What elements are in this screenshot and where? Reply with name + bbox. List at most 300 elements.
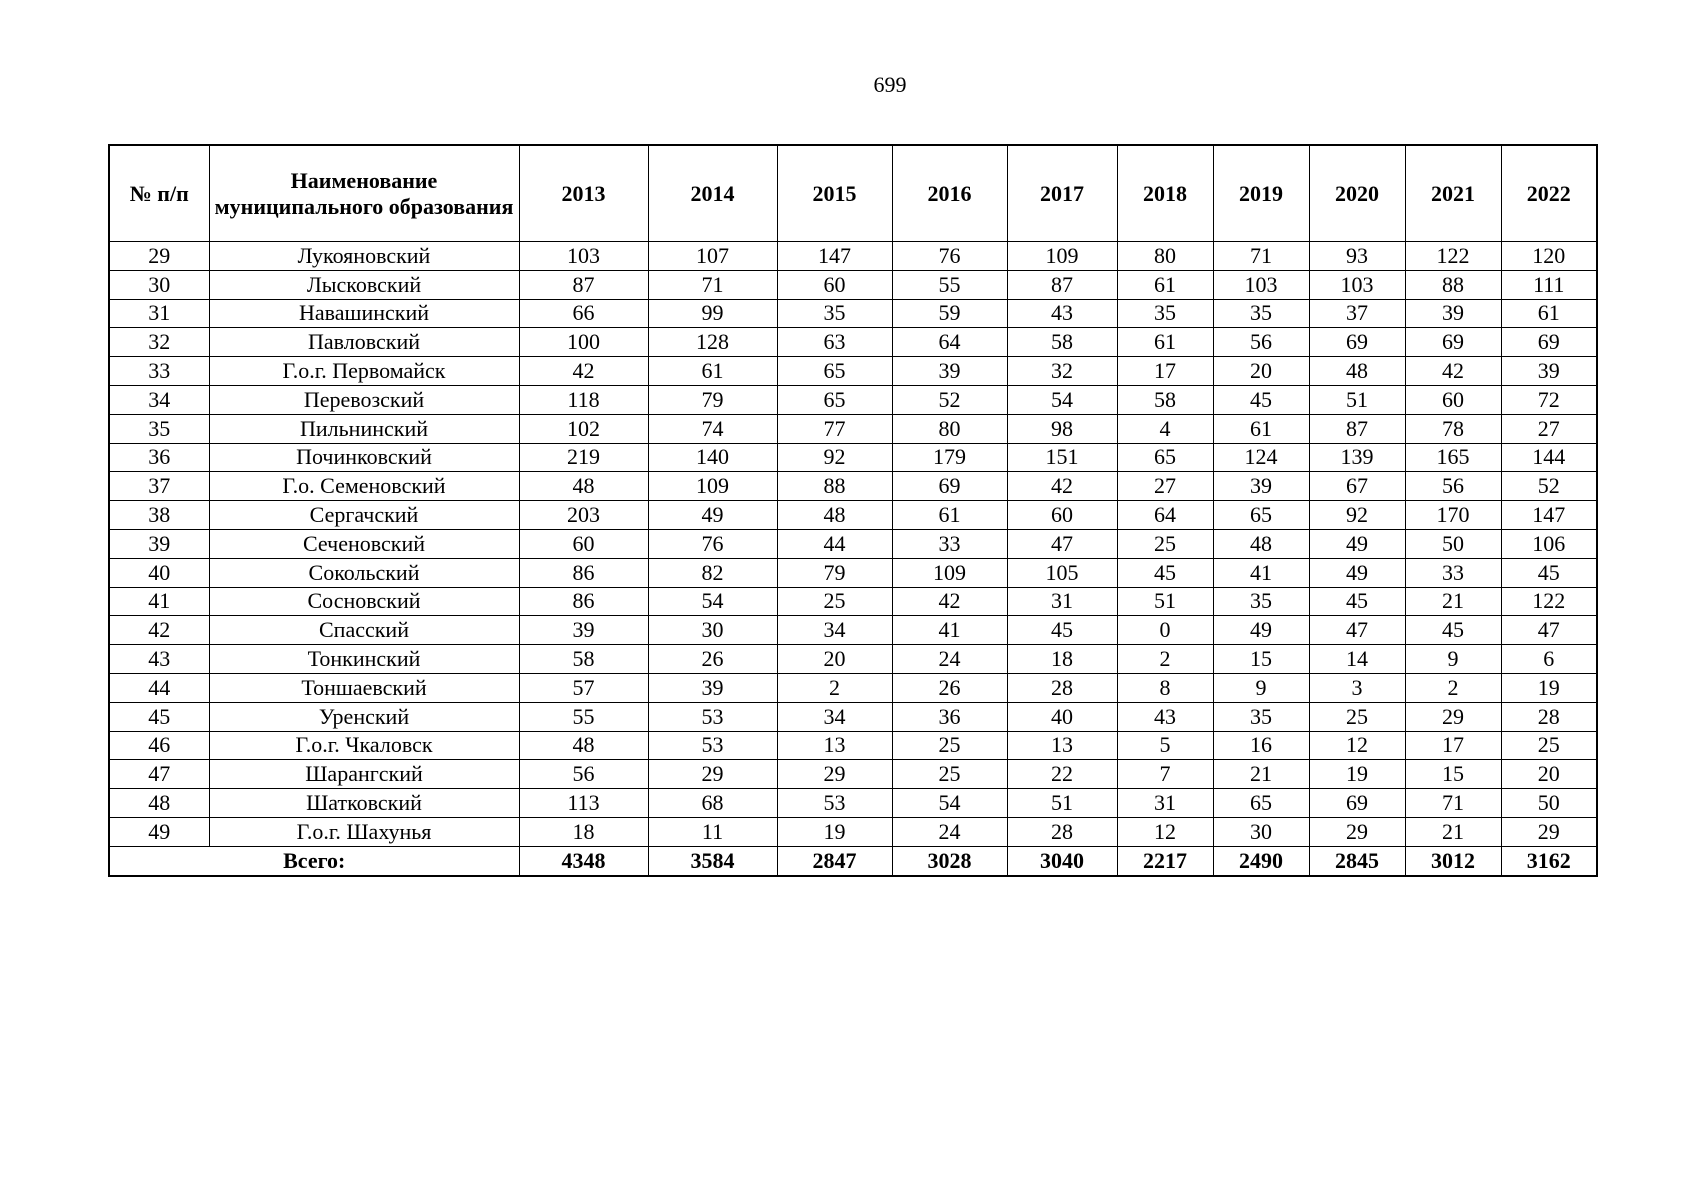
year-value: 19 <box>777 817 892 846</box>
year-value: 16 <box>1213 731 1309 760</box>
row-index: 38 <box>109 501 209 530</box>
page-number: 699 <box>873 72 907 97</box>
total-value: 2490 <box>1213 846 1309 875</box>
year-value: 48 <box>1309 357 1405 386</box>
year-value: 144 <box>1501 443 1597 472</box>
year-value: 61 <box>1213 414 1309 443</box>
year-value: 124 <box>1213 443 1309 472</box>
year-value: 79 <box>648 385 777 414</box>
year-value: 61 <box>1117 270 1213 299</box>
year-value: 99 <box>648 299 777 328</box>
table-row <box>109 385 1597 414</box>
year-value: 30 <box>1213 817 1309 846</box>
year-value: 2 <box>1117 645 1213 674</box>
municipality-name: Лукояновский <box>209 242 519 271</box>
year-value: 42 <box>1007 472 1117 501</box>
row-index: 42 <box>109 616 209 645</box>
year-value: 15 <box>1405 760 1501 789</box>
year-value: 54 <box>892 789 1007 818</box>
municipality-name: Г.о. Семеновский <box>209 472 519 501</box>
header-year: 2016 <box>892 145 1007 242</box>
year-value: 93 <box>1309 242 1405 271</box>
year-value: 12 <box>1117 817 1213 846</box>
year-value: 45 <box>1117 558 1213 587</box>
year-value: 111 <box>1501 270 1597 299</box>
municipality-name: Тоншаевский <box>209 673 519 702</box>
year-value: 87 <box>1309 414 1405 443</box>
row-index: 37 <box>109 472 209 501</box>
header-row <box>109 145 1597 242</box>
year-value: 147 <box>1501 501 1597 530</box>
year-value: 66 <box>519 299 648 328</box>
year-value: 65 <box>777 357 892 386</box>
year-value: 25 <box>1501 731 1597 760</box>
year-value: 33 <box>1405 558 1501 587</box>
year-value: 32 <box>1007 357 1117 386</box>
year-value: 71 <box>1213 242 1309 271</box>
total-value: 3012 <box>1405 846 1501 875</box>
table-row <box>109 242 1597 271</box>
row-index: 40 <box>109 558 209 587</box>
year-value: 65 <box>1213 789 1309 818</box>
year-value: 20 <box>777 645 892 674</box>
year-value: 28 <box>1501 702 1597 731</box>
year-value: 69 <box>1405 328 1501 357</box>
municipality-name: Уренский <box>209 702 519 731</box>
year-value: 61 <box>1117 328 1213 357</box>
year-value: 13 <box>1007 731 1117 760</box>
year-value: 7 <box>1117 760 1213 789</box>
year-value: 18 <box>519 817 648 846</box>
year-value: 25 <box>892 760 1007 789</box>
year-value: 65 <box>1213 501 1309 530</box>
year-value: 9 <box>1405 645 1501 674</box>
year-value: 6 <box>1501 645 1597 674</box>
year-value: 57 <box>519 673 648 702</box>
year-value: 11 <box>648 817 777 846</box>
header-year: 2022 <box>1501 145 1597 242</box>
year-value: 56 <box>519 760 648 789</box>
year-value: 5 <box>1117 731 1213 760</box>
municipality-name: Лысковский <box>209 270 519 299</box>
year-value: 76 <box>892 242 1007 271</box>
year-value: 18 <box>1007 645 1117 674</box>
row-index: 49 <box>109 817 209 846</box>
table-row <box>109 443 1597 472</box>
year-value: 106 <box>1501 529 1597 558</box>
year-value: 35 <box>1213 299 1309 328</box>
year-value: 19 <box>1501 673 1597 702</box>
table-row <box>109 789 1597 818</box>
year-value: 76 <box>648 529 777 558</box>
year-value: 43 <box>1007 299 1117 328</box>
year-value: 86 <box>519 558 648 587</box>
year-value: 56 <box>1213 328 1309 357</box>
municipality-name: Г.о.г. Чкаловск <box>209 731 519 760</box>
row-index: 39 <box>109 529 209 558</box>
year-value: 35 <box>777 299 892 328</box>
year-value: 26 <box>892 673 1007 702</box>
year-value: 19 <box>1309 760 1405 789</box>
table-row <box>109 702 1597 731</box>
year-value: 122 <box>1405 242 1501 271</box>
year-value: 45 <box>1405 616 1501 645</box>
table-header <box>109 145 1597 242</box>
year-value: 34 <box>777 702 892 731</box>
year-value: 60 <box>519 529 648 558</box>
table-row <box>109 558 1597 587</box>
row-index: 32 <box>109 328 209 357</box>
year-value: 39 <box>1405 299 1501 328</box>
year-value: 71 <box>648 270 777 299</box>
year-value: 49 <box>1213 616 1309 645</box>
year-value: 12 <box>1309 731 1405 760</box>
total-value: 2847 <box>777 846 892 875</box>
year-value: 118 <box>519 385 648 414</box>
year-value: 60 <box>1405 385 1501 414</box>
header-year: 2013 <box>519 145 648 242</box>
year-value: 120 <box>1501 242 1597 271</box>
year-value: 37 <box>1309 299 1405 328</box>
year-value: 72 <box>1501 385 1597 414</box>
year-value: 55 <box>892 270 1007 299</box>
year-value: 88 <box>1405 270 1501 299</box>
year-value: 21 <box>1213 760 1309 789</box>
year-value: 79 <box>777 558 892 587</box>
municipality-name: Сеченовский <box>209 529 519 558</box>
year-value: 49 <box>1309 558 1405 587</box>
year-value: 29 <box>648 760 777 789</box>
municipality-name: Шатковский <box>209 789 519 818</box>
year-value: 21 <box>1405 817 1501 846</box>
total-value: 3040 <box>1007 846 1117 875</box>
year-value: 67 <box>1309 472 1405 501</box>
year-value: 100 <box>519 328 648 357</box>
row-index: 43 <box>109 645 209 674</box>
table-row <box>109 529 1597 558</box>
year-value: 109 <box>892 558 1007 587</box>
total-value: 3028 <box>892 846 1007 875</box>
year-value: 147 <box>777 242 892 271</box>
year-value: 59 <box>892 299 1007 328</box>
table-row <box>109 270 1597 299</box>
year-value: 44 <box>777 529 892 558</box>
row-index: 47 <box>109 760 209 789</box>
row-index: 29 <box>109 242 209 271</box>
year-value: 68 <box>648 789 777 818</box>
year-value: 42 <box>892 587 1007 616</box>
year-value: 103 <box>1309 270 1405 299</box>
table-row <box>109 587 1597 616</box>
table-row <box>109 616 1597 645</box>
year-value: 25 <box>1117 529 1213 558</box>
row-index: 33 <box>109 357 209 386</box>
year-value: 47 <box>1309 616 1405 645</box>
municipality-name: Починковский <box>209 443 519 472</box>
year-value: 103 <box>1213 270 1309 299</box>
year-value: 51 <box>1309 385 1405 414</box>
data-table <box>108 144 1598 877</box>
year-value: 80 <box>892 414 1007 443</box>
year-value: 40 <box>1007 702 1117 731</box>
year-value: 61 <box>892 501 1007 530</box>
year-value: 53 <box>777 789 892 818</box>
year-value: 78 <box>1405 414 1501 443</box>
year-value: 35 <box>1117 299 1213 328</box>
year-value: 54 <box>1007 385 1117 414</box>
year-value: 48 <box>519 731 648 760</box>
year-value: 53 <box>648 731 777 760</box>
table-row <box>109 731 1597 760</box>
year-value: 65 <box>777 385 892 414</box>
table-row <box>109 817 1597 846</box>
total-value: 2845 <box>1309 846 1405 875</box>
row-index: 34 <box>109 385 209 414</box>
header-year: 2014 <box>648 145 777 242</box>
year-value: 27 <box>1501 414 1597 443</box>
year-value: 61 <box>1501 299 1597 328</box>
year-value: 42 <box>519 357 648 386</box>
year-value: 55 <box>519 702 648 731</box>
header-year: 2017 <box>1007 145 1117 242</box>
year-value: 39 <box>648 673 777 702</box>
year-value: 113 <box>519 789 648 818</box>
year-value: 51 <box>1007 789 1117 818</box>
municipality-name: Спасский <box>209 616 519 645</box>
municipality-name: Г.о.г. Шахунья <box>209 817 519 846</box>
year-value: 43 <box>1117 702 1213 731</box>
year-value: 20 <box>1501 760 1597 789</box>
year-value: 24 <box>892 645 1007 674</box>
year-value: 48 <box>519 472 648 501</box>
table-row <box>109 299 1597 328</box>
year-value: 27 <box>1117 472 1213 501</box>
municipality-name: Г.о.г. Первомайск <box>209 357 519 386</box>
header-year: 2020 <box>1309 145 1405 242</box>
year-value: 50 <box>1405 529 1501 558</box>
year-value: 35 <box>1213 587 1309 616</box>
row-index: 48 <box>109 789 209 818</box>
year-value: 219 <box>519 443 648 472</box>
municipality-name: Перевозский <box>209 385 519 414</box>
table-row <box>109 357 1597 386</box>
year-value: 128 <box>648 328 777 357</box>
total-value: 2217 <box>1117 846 1213 875</box>
year-value: 109 <box>1007 242 1117 271</box>
municipality-name: Навашинский <box>209 299 519 328</box>
table-row <box>109 328 1597 357</box>
year-value: 109 <box>648 472 777 501</box>
year-value: 28 <box>1007 673 1117 702</box>
municipality-name: Павловский <box>209 328 519 357</box>
year-value: 29 <box>1405 702 1501 731</box>
year-value: 39 <box>892 357 1007 386</box>
total-row <box>109 846 1597 875</box>
table-row <box>109 760 1597 789</box>
year-value: 4 <box>1117 414 1213 443</box>
row-index: 35 <box>109 414 209 443</box>
year-value: 203 <box>519 501 648 530</box>
municipality-name: Сокольский <box>209 558 519 587</box>
year-value: 0 <box>1117 616 1213 645</box>
year-value: 51 <box>1117 587 1213 616</box>
municipality-name: Шарангский <box>209 760 519 789</box>
year-value: 22 <box>1007 760 1117 789</box>
row-index: 44 <box>109 673 209 702</box>
year-value: 47 <box>1501 616 1597 645</box>
year-value: 52 <box>892 385 1007 414</box>
table-body <box>109 242 1597 876</box>
municipality-name: Сосновский <box>209 587 519 616</box>
year-value: 86 <box>519 587 648 616</box>
year-value: 63 <box>777 328 892 357</box>
year-value: 69 <box>1309 328 1405 357</box>
year-value: 49 <box>1309 529 1405 558</box>
year-value: 80 <box>1117 242 1213 271</box>
table-row <box>109 645 1597 674</box>
year-value: 8 <box>1117 673 1213 702</box>
year-value: 56 <box>1405 472 1501 501</box>
year-value: 48 <box>777 501 892 530</box>
year-value: 48 <box>1213 529 1309 558</box>
year-value: 65 <box>1117 443 1213 472</box>
year-value: 140 <box>648 443 777 472</box>
year-value: 102 <box>519 414 648 443</box>
year-value: 2 <box>777 673 892 702</box>
year-value: 9 <box>1213 673 1309 702</box>
year-value: 35 <box>1213 702 1309 731</box>
municipality-name: Сергачский <box>209 501 519 530</box>
year-value: 29 <box>777 760 892 789</box>
row-index: 46 <box>109 731 209 760</box>
year-value: 103 <box>519 242 648 271</box>
year-value: 42 <box>1405 357 1501 386</box>
total-value: 3162 <box>1501 846 1597 875</box>
year-value: 29 <box>1309 817 1405 846</box>
row-index: 36 <box>109 443 209 472</box>
year-value: 25 <box>777 587 892 616</box>
year-value: 64 <box>892 328 1007 357</box>
year-value: 60 <box>1007 501 1117 530</box>
year-value: 64 <box>1117 501 1213 530</box>
year-value: 87 <box>1007 270 1117 299</box>
year-value: 45 <box>1309 587 1405 616</box>
year-value: 71 <box>1405 789 1501 818</box>
year-value: 139 <box>1309 443 1405 472</box>
header-year: 2019 <box>1213 145 1309 242</box>
year-value: 39 <box>1213 472 1309 501</box>
table-row <box>109 673 1597 702</box>
year-value: 58 <box>1007 328 1117 357</box>
year-value: 34 <box>777 616 892 645</box>
year-value: 107 <box>648 242 777 271</box>
header-name: Наименование муниципального образования <box>209 145 519 242</box>
header-index: № п/п <box>109 145 209 242</box>
municipality-name: Пильнинский <box>209 414 519 443</box>
year-value: 88 <box>777 472 892 501</box>
year-value: 13 <box>777 731 892 760</box>
year-value: 53 <box>648 702 777 731</box>
year-value: 25 <box>1309 702 1405 731</box>
year-value: 105 <box>1007 558 1117 587</box>
year-value: 170 <box>1405 501 1501 530</box>
year-value: 15 <box>1213 645 1309 674</box>
row-index: 30 <box>109 270 209 299</box>
year-value: 33 <box>892 529 1007 558</box>
year-value: 41 <box>1213 558 1309 587</box>
header-year: 2021 <box>1405 145 1501 242</box>
year-value: 82 <box>648 558 777 587</box>
year-value: 69 <box>892 472 1007 501</box>
year-value: 45 <box>1213 385 1309 414</box>
year-value: 29 <box>1501 817 1597 846</box>
year-value: 14 <box>1309 645 1405 674</box>
year-value: 74 <box>648 414 777 443</box>
year-value: 92 <box>1309 501 1405 530</box>
year-value: 31 <box>1007 587 1117 616</box>
year-value: 36 <box>892 702 1007 731</box>
year-value: 58 <box>1117 385 1213 414</box>
year-value: 77 <box>777 414 892 443</box>
year-value: 25 <box>892 731 1007 760</box>
year-value: 69 <box>1309 789 1405 818</box>
year-value: 2 <box>1405 673 1501 702</box>
row-index: 41 <box>109 587 209 616</box>
table-row <box>109 501 1597 530</box>
year-value: 41 <box>892 616 1007 645</box>
row-index: 31 <box>109 299 209 328</box>
year-value: 47 <box>1007 529 1117 558</box>
year-value: 39 <box>519 616 648 645</box>
header-year: 2018 <box>1117 145 1213 242</box>
year-value: 21 <box>1405 587 1501 616</box>
year-value: 28 <box>1007 817 1117 846</box>
year-value: 60 <box>777 270 892 299</box>
year-value: 30 <box>648 616 777 645</box>
year-value: 3 <box>1309 673 1405 702</box>
year-value: 58 <box>519 645 648 674</box>
year-value: 49 <box>648 501 777 530</box>
year-value: 45 <box>1501 558 1597 587</box>
year-value: 26 <box>648 645 777 674</box>
total-label: Всего: <box>109 846 519 875</box>
year-value: 31 <box>1117 789 1213 818</box>
year-value: 45 <box>1007 616 1117 645</box>
municipality-name: Тонкинский <box>209 645 519 674</box>
year-value: 24 <box>892 817 1007 846</box>
year-value: 17 <box>1405 731 1501 760</box>
total-value: 4348 <box>519 846 648 875</box>
total-value: 3584 <box>648 846 777 875</box>
year-value: 50 <box>1501 789 1597 818</box>
row-index: 45 <box>109 702 209 731</box>
table-row <box>109 414 1597 443</box>
year-value: 54 <box>648 587 777 616</box>
year-value: 39 <box>1501 357 1597 386</box>
year-value: 151 <box>1007 443 1117 472</box>
year-value: 87 <box>519 270 648 299</box>
table-row <box>109 472 1597 501</box>
header-year: 2015 <box>777 145 892 242</box>
year-value: 98 <box>1007 414 1117 443</box>
year-value: 92 <box>777 443 892 472</box>
year-value: 17 <box>1117 357 1213 386</box>
year-value: 69 <box>1501 328 1597 357</box>
year-value: 165 <box>1405 443 1501 472</box>
year-value: 52 <box>1501 472 1597 501</box>
year-value: 20 <box>1213 357 1309 386</box>
year-value: 122 <box>1501 587 1597 616</box>
